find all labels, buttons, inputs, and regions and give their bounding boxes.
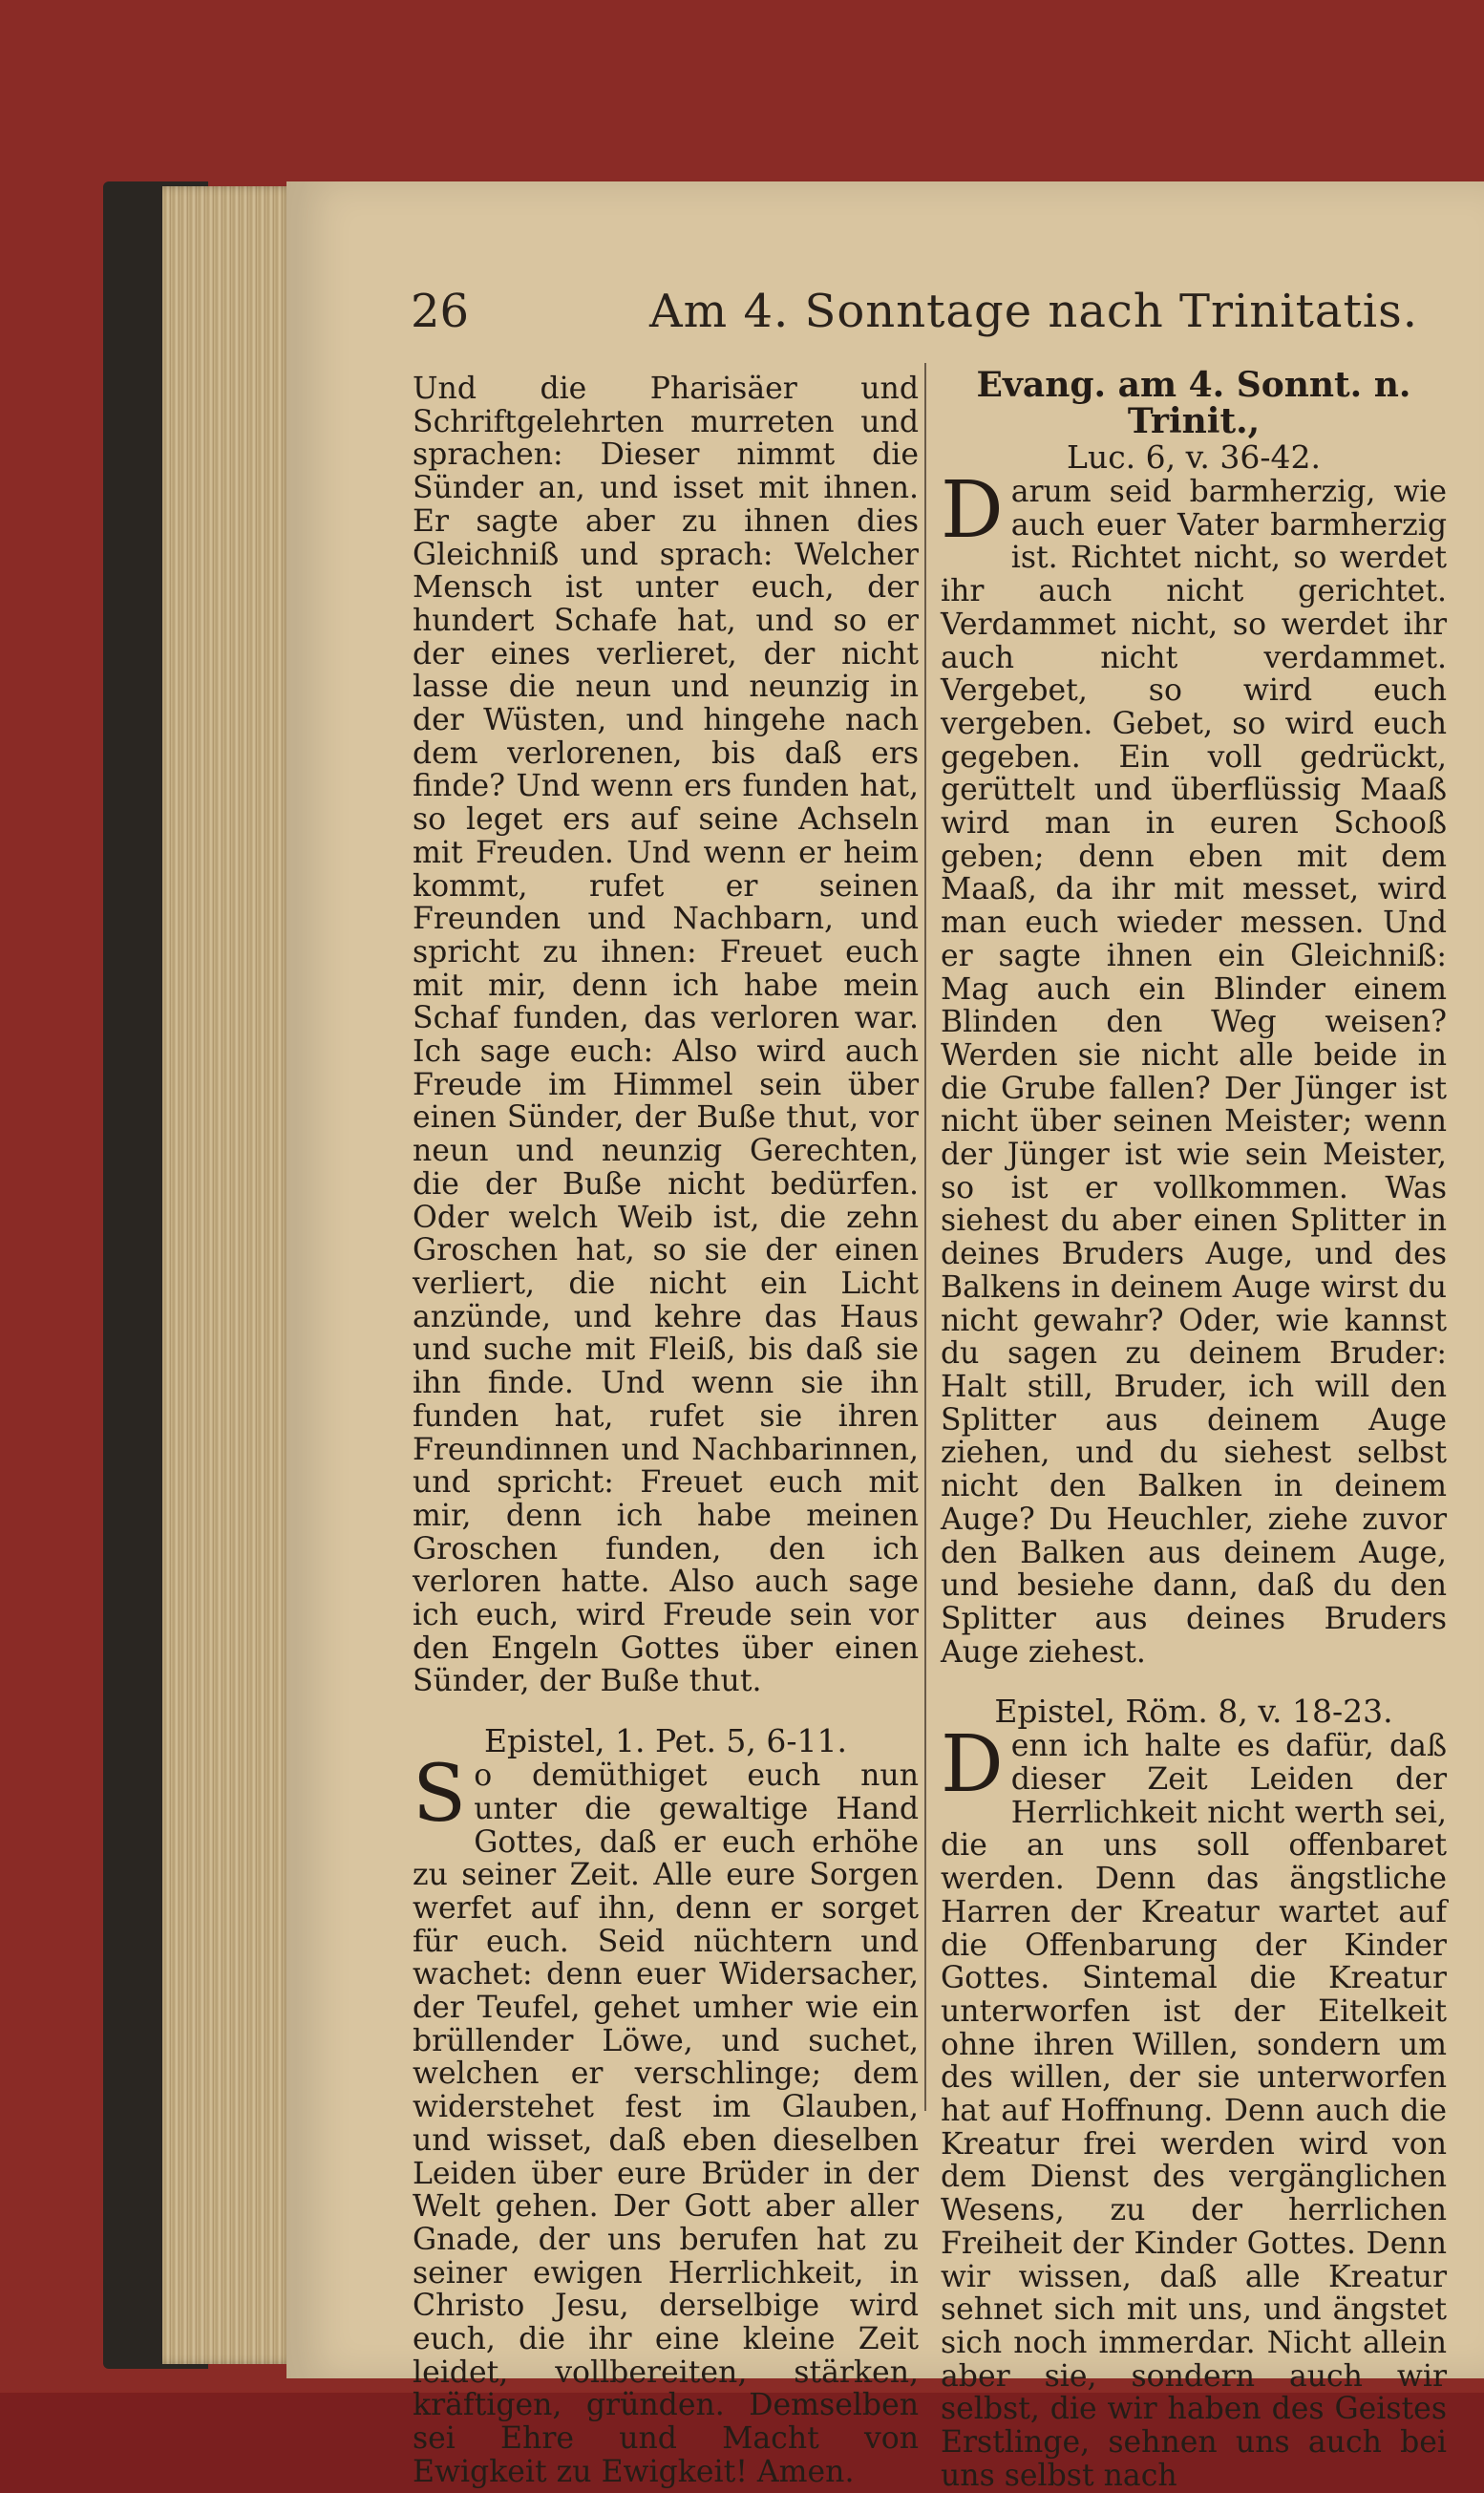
right-column	[941, 367, 1447, 2492]
page-number: 26	[411, 285, 470, 338]
dropcap-right: D	[941, 1719, 1004, 1811]
gospel-body: arum seid barmherzig, wie auch euer Vater barmherzig ist. Richtet nicht, so werdet ihr auch nicht gerichtet. Verdammet nicht, so werdet ihr auch nicht verdammet. Vergebet, so wird euch vergeben. Gebet, so wird euch gegeben. Ein voll gedrückt, gerüttelt und überflüssig Maaß wird man in euren Schooß geben; denn eben mit dem Maaß, da ihr mit messet, wird man euch wieder messen. Und er sagte ihnen ein Gleichniß: Mag auch ein Blinder einem Blinden den Weg weisen? Werden sie nicht alle beide in die Grube fallen? Der Jünger ist nicht über seinen Meister; wenn der Jünger ist wie sein Meister, so ist er vollkommen. Was siehest du aber einen Splitter in deines Bruders Auge, und des Balkens in deinem Auge wirst du nicht gewahr? Oder, wie kannst du sagen zu deinem Bruder: Halt still, Bruder, ich will den Splitter aus deinem Auge ziehen, und du siehest selbst nicht den Balken in deinem Auge? Du Heuchler, ziehe zuvor den Balken aus deinem Auge, und besiehe dann, daß du den Splitter aus deines Bruders Auge ziehest.	[941, 475, 1447, 1670]
column-divider	[924, 363, 926, 2111]
dropcap-gospel: D	[941, 465, 1004, 556]
epistle-text-left	[413, 1749, 919, 2489]
epistle-text-right	[941, 1719, 1447, 2493]
dropcap-left: S	[413, 1749, 467, 1841]
gospel-heading: Evang. am 4. Sonnt. n. Trinit.,	[976, 365, 1411, 441]
gospel-continuation-text: Und die Pharisäer und Schriftgelehrten murreten und sprachen: Dieser nimmt die Sünder an, und isset mit ihnen. Er sagte aber zu ihnen dies Gleichniß und sprach: Welcher Mensch ist unter euch, der hundert Schafe hat, und so er der eines verlieret, der nicht lasse die neun und neunzig in der Wüsten, und hingehe nach dem verlorenen, bis daß ers finde? Und wenn ers funden hat, so leget ers auf seine Achseln mit Freuden. Und wenn er heim kommt, rufet er seinen Freunden und Nachbarn, und spricht zu ihnen: Freuet euch mit mir, denn ich habe mein Schaf funden, das verloren war. Ich sage euch: Also wird auch Freude im Himmel sein über einen Sünder, der Buße thut, vor neun und neunzig Gerechten, die der Buße nicht bedürfen. Oder welch Weib ist, die zehn Groschen hat, so sie der einen verliert, die nicht ein Licht anzünde, und kehre das Haus und suche mit Fleiß, bis daß sie ihn finde. Und wenn sie ihn funden hat, rufet sie ihren Freundinnen und Nachbarinnen, und spricht: Freuet euch mit mir, denn ich habe meinen Groschen funden, den ich verloren hatte. Also auch sage ich euch, wird Freude sein vor den Engeln Gottes über einen Sünder, der Buße thut.	[413, 372, 919, 1699]
left-column	[413, 373, 919, 2489]
epistle-heading-left: Epistel, 1. Pet. 5, 6-11.	[483, 1722, 848, 1760]
epistle-body-right: enn ich halte es dafür, daß dieser Zeit Leiden der Herrlichkeit nicht werth sei, die an uns soll offenbaret werden. Denn das ängstliche Harren der Kreatur wartet auf die Offenbarung der Kinder Gottes. Sintemal die Kreatur unterworfen ist der Eitelkeit ohne ihren Willen, sondern um des willen, der sie unterworfen hat auf Hoffnung. Denn auch die Kreatur frei werden wird von dem Dienst des vergänglichen Wesens, zu der herrlichen Freiheit der Kinder Gottes. Denn wir wissen, daß alle Kreatur sehnet sich mit uns, und ängstet sich noch immerdar. Nicht allein aber sie, sondern auch wir selbst, die wir haben des Geistes Erstlinge, sehnen uns auch bei uns selbst nach	[941, 1729, 1447, 2493]
running-header	[411, 285, 1423, 352]
epistle-body-left: o demüthiget euch nun unter die gewaltige Hand Gottes, daß er euch erhöhe zu seiner Zeit. Alle eure Sorgen werfet auf ihn, denn er sorget für euch. Seid nüchtern und wachet: denn euer Widersacher, der Teufel, gehet umher wie ein brüllender Löwe, und suchet, welchen er verschlinge; dem widerstehet fest im Glauben, und wisset, daß eben dieselben Leiden über eure Brüder in der Welt gehen. Der Gott aber aller Gnade, der uns berufen hat zu seiner ewigen Herrlichkeit, in Christo Jesu, derselbige wird euch, die ihr eine kleine Zeit leidet, vollbereiten, stärken, kräftigen, gründen. Demselben sei Ehre und Macht von Ewigkeit zu Ewigkeit! Amen.	[413, 1758, 919, 2489]
gospel-reference: Luc. 6, v. 36-42.	[1067, 438, 1321, 476]
gospel-text	[941, 465, 1447, 1670]
epistle-heading-right: Epistel, Röm. 8, v. 18-23.	[994, 1693, 1393, 1731]
page-title: Am 4. Sonntage nach Trinitatis.	[649, 285, 1418, 338]
page-edges	[162, 186, 296, 2364]
